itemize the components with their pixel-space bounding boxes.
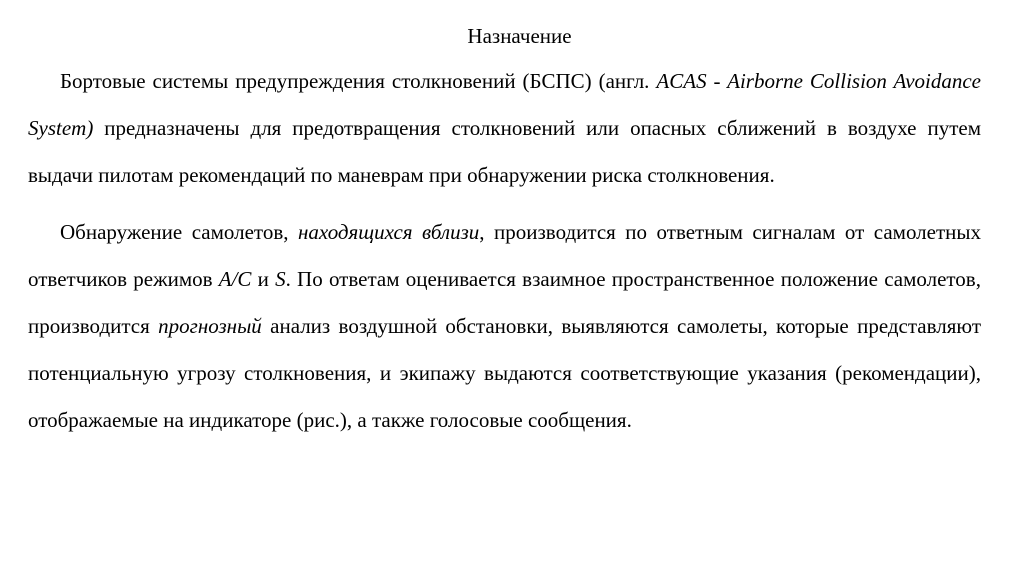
forecast-term: прогнозный [158, 314, 262, 338]
paragraph-purpose [28, 58, 981, 199]
paragraph1-text-2: предназначены для предотвращения столкновений или опасных сближений в воздухе путем выдачи пилотам рекомендаций по маневрам при обнаружении риска столкновения. [28, 116, 981, 187]
mode-s-term: S [275, 267, 286, 291]
paragraph2-text-5: анализ воздушной обстановки, выявляются самолеты, которые представляют потенциальную угрозу столкновения, и экипажу выдаются соответствующие указания (рекомендации), отображаемые на индикаторе (рис.), а также голосовые сообщения. [28, 314, 981, 432]
document-page [28, 20, 981, 444]
paragraph2-text-1: Обнаружение самолетов, [60, 220, 298, 244]
paragraph2-text-2: , производится по ответным сигналам от самолетных ответчиков режимов [28, 220, 982, 291]
acas-term: ACAS - Airborne Collision Avoidance System) [28, 69, 981, 140]
paragraph-detection [28, 209, 981, 444]
paragraph2-text-4: . По ответам оценивается взаимное пространственное положение самолетов, производится [28, 267, 981, 338]
mode-ac-term: А/С [218, 267, 252, 291]
document-title: Назначение [467, 24, 572, 48]
paragraph1-text-1: Бортовые системы предупреждения столкновений (БСПС) (англ. [60, 69, 657, 93]
paragraph2-text-3: и [251, 267, 276, 291]
nearby-term: находящихся вблизи [297, 220, 480, 244]
